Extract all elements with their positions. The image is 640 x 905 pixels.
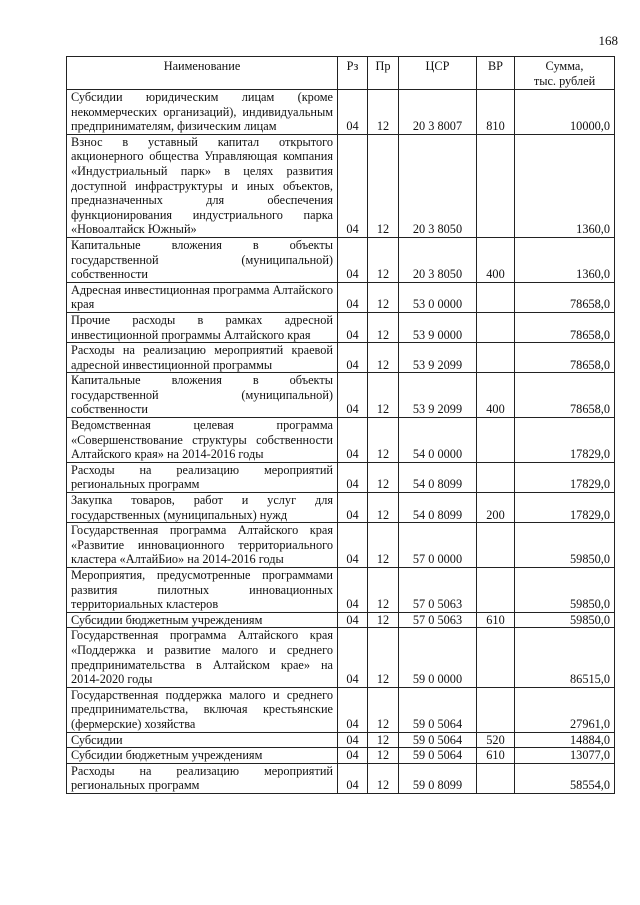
table-row [67,237,615,282]
table-row [67,493,615,523]
cell-pr: 12 [368,523,399,568]
cell-rz: 04 [338,462,368,492]
table-row [67,628,615,687]
cell-name: Капитальные вложения в объекты государственной (муниципальной) собственности [67,373,338,418]
table-row [67,90,615,135]
cell-name: Капитальные вложения в объекты государственной (муниципальной) собственности [67,237,338,282]
table-row [67,373,615,418]
budget-table [66,56,615,794]
header-rz: Рз [338,57,368,90]
cell-pr: 12 [368,628,399,687]
cell-name: Расходы на реализацию мероприятий краевой адресной инвестиционной программы [67,343,338,373]
cell-pr: 12 [368,493,399,523]
cell-pr: 12 [368,237,399,282]
cell-pr: 12 [368,418,399,463]
cell-name: Субсидии [67,732,338,748]
cell-csr: 54 0 0000 [399,418,477,463]
header-sum-line1: Сумма, [545,59,584,73]
cell-sum: 13077,0 [515,748,615,764]
cell-name: Государственная программа Алтайского края «Поддержка и развитие малого и среднего предпринимательства в Алтайском крае» на 2014-2020 годы [67,628,338,687]
cell-csr: 59 0 5064 [399,732,477,748]
cell-rz: 04 [338,568,368,613]
cell-pr: 12 [368,462,399,492]
cell-rz: 04 [338,418,368,463]
cell-name: Ведомственная целевая программа «Совершенствование структуры собственности Алтайского края» на 2014-2016 годы [67,418,338,463]
cell-sum: 59850,0 [515,523,615,568]
cell-rz: 04 [338,282,368,312]
cell-sum: 1360,0 [515,134,615,237]
cell-vr: 400 [477,237,515,282]
table-header-row [67,57,615,90]
cell-name: Взнос в уставный капитал открытого акционерного общества Управляющая компания «Индустриальный парк» в целях развития доступной инфраструктуры и иных объектов, предназначенных для обеспечения функционирования индустриального парка «Новоалтайск Южный» [67,134,338,237]
cell-csr: 54 0 8099 [399,493,477,523]
table-row [67,312,615,342]
header-pr: Пр [368,57,399,90]
cell-name: Прочие расходы в рамках адресной инвестиционной программы Алтайского края [67,312,338,342]
header-sum [515,57,615,90]
cell-name: Субсидии бюджетным учреждениям [67,748,338,764]
cell-csr: 53 9 2099 [399,343,477,373]
table-row [67,282,615,312]
cell-csr: 59 0 0000 [399,628,477,687]
page-number: 168 [598,33,618,48]
cell-vr [477,523,515,568]
header-csr: ЦСР [399,57,477,90]
cell-pr: 12 [368,763,399,793]
cell-name: Расходы на реализацию мероприятий региональных программ [67,462,338,492]
cell-vr: 200 [477,493,515,523]
cell-sum: 27961,0 [515,687,615,732]
cell-csr: 20 3 8050 [399,237,477,282]
table-row [67,523,615,568]
table-row [67,687,615,732]
cell-sum: 10000,0 [515,90,615,135]
cell-csr: 59 0 5064 [399,687,477,732]
cell-rz: 04 [338,373,368,418]
table-row [67,732,615,748]
cell-sum: 58554,0 [515,763,615,793]
cell-rz: 04 [338,493,368,523]
cell-name: Адресная инвестиционная программа Алтайского края [67,282,338,312]
cell-pr: 12 [368,90,399,135]
cell-rz: 04 [338,628,368,687]
cell-sum: 59850,0 [515,568,615,613]
cell-name: Закупка товаров, работ и услуг для государственных (муниципальных) нужд [67,493,338,523]
cell-name: Субсидии юридическим лицам (кроме некоммерческих организаций), индивидуальным предпринимателям, физическим лицам [67,90,338,135]
cell-sum: 78658,0 [515,282,615,312]
cell-sum: 86515,0 [515,628,615,687]
cell-sum: 59850,0 [515,612,615,628]
header-sum-line2: тыс. рублей [533,73,596,88]
cell-csr: 59 0 5064 [399,748,477,764]
cell-vr: 810 [477,90,515,135]
header-name: Наименование [67,57,338,90]
cell-pr: 12 [368,373,399,418]
cell-sum: 78658,0 [515,343,615,373]
cell-pr: 12 [368,748,399,764]
cell-csr: 53 9 2099 [399,373,477,418]
cell-pr: 12 [368,312,399,342]
cell-pr: 12 [368,343,399,373]
cell-csr: 59 0 8099 [399,763,477,793]
cell-vr [477,568,515,613]
cell-csr: 20 3 8050 [399,134,477,237]
cell-vr: 610 [477,612,515,628]
table-row [67,343,615,373]
cell-vr [477,418,515,463]
cell-vr: 610 [477,748,515,764]
cell-vr [477,763,515,793]
table-row [67,134,615,237]
cell-rz: 04 [338,90,368,135]
cell-rz: 04 [338,312,368,342]
cell-rz: 04 [338,748,368,764]
cell-rz: 04 [338,237,368,282]
cell-rz: 04 [338,343,368,373]
cell-vr: 520 [477,732,515,748]
table-row [67,568,615,613]
table-row [67,763,615,793]
cell-pr: 12 [368,134,399,237]
cell-rz: 04 [338,612,368,628]
cell-vr [477,462,515,492]
cell-csr: 57 0 5063 [399,568,477,613]
cell-sum: 17829,0 [515,493,615,523]
table-row [67,462,615,492]
cell-name: Мероприятия, предусмотренные программами развития пилотных инновационных территориальных кластеров [67,568,338,613]
cell-rz: 04 [338,523,368,568]
cell-vr [477,687,515,732]
cell-csr: 20 3 8007 [399,90,477,135]
cell-rz: 04 [338,763,368,793]
cell-vr [477,282,515,312]
header-vr: ВР [477,57,515,90]
table-row [67,748,615,764]
cell-pr: 12 [368,732,399,748]
cell-sum: 17829,0 [515,418,615,463]
cell-csr: 53 0 0000 [399,282,477,312]
cell-sum: 78658,0 [515,373,615,418]
cell-pr: 12 [368,282,399,312]
cell-name: Субсидии бюджетным учреждениям [67,612,338,628]
table-row [67,418,615,463]
cell-vr [477,312,515,342]
cell-name: Государственная поддержка малого и среднего предпринимательства, включая крестьянские (фермерские) хозяйства [67,687,338,732]
cell-name: Государственная программа Алтайского края «Развитие инновационного территориального кластера «АлтайБио» на 2014-2016 годы [67,523,338,568]
cell-pr: 12 [368,612,399,628]
cell-vr [477,343,515,373]
cell-sum: 78658,0 [515,312,615,342]
cell-rz: 04 [338,687,368,732]
cell-csr: 54 0 8099 [399,462,477,492]
cell-rz: 04 [338,134,368,237]
cell-sum: 17829,0 [515,462,615,492]
cell-csr: 57 0 0000 [399,523,477,568]
cell-csr: 53 9 0000 [399,312,477,342]
cell-vr: 400 [477,373,515,418]
cell-rz: 04 [338,732,368,748]
cell-pr: 12 [368,687,399,732]
cell-csr: 57 0 5063 [399,612,477,628]
table-row [67,612,615,628]
cell-name: Расходы на реализацию мероприятий региональных программ [67,763,338,793]
cell-vr [477,134,515,237]
cell-sum: 14884,0 [515,732,615,748]
cell-sum: 1360,0 [515,237,615,282]
cell-vr [477,628,515,687]
cell-pr: 12 [368,568,399,613]
